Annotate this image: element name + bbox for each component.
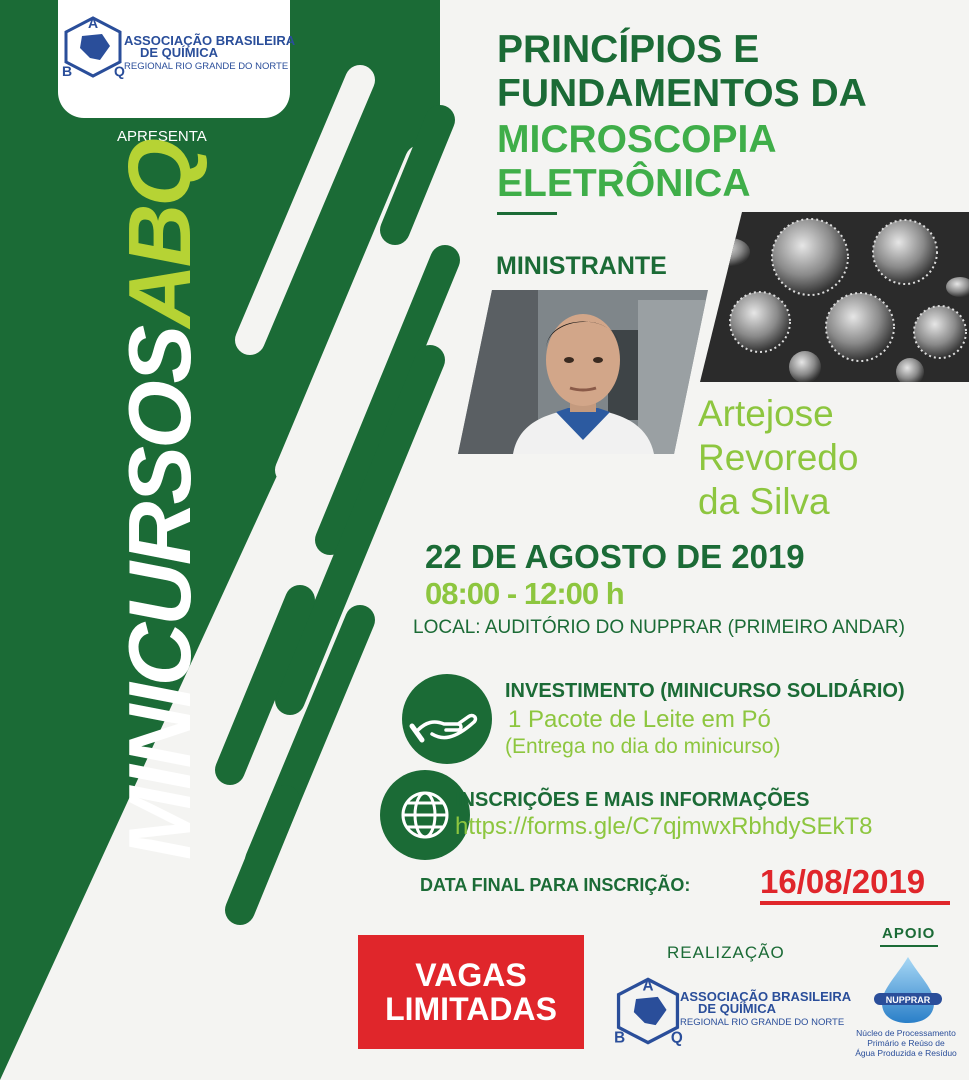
title-line4: ELETRÔNICA (497, 162, 751, 205)
speaker-heading: MINISTRANTE (496, 252, 667, 280)
logo-letter-q: Q (114, 63, 125, 79)
speaker-photo (458, 290, 708, 454)
support-label: APOIO (882, 925, 936, 942)
investment-circle (402, 674, 492, 764)
limited-spots-badge (358, 935, 584, 1049)
deadline-value: 16/08/2019 (760, 863, 926, 900)
title-line2: FUNDAMENTOS DA (497, 72, 867, 115)
footer-org-line2: DE QUÍMICA (698, 1001, 776, 1016)
speaker-name-line1: Artejose (698, 393, 834, 434)
logo-letter-b: B (62, 63, 73, 79)
footer-logo-letter-b: B (614, 1029, 626, 1047)
investment-note: (Entrega no dia do minicurso) (505, 735, 781, 758)
nupprar-desc-line1: Núcleo de Processamento (856, 1028, 956, 1038)
title-underline (497, 212, 557, 215)
footer-logo-letter-q: Q (670, 1029, 683, 1047)
support-underline (880, 945, 938, 947)
vertical-title-accent: ABQ (110, 141, 209, 328)
footer-org-line3: REGIONAL RIO GRANDE DO NORTE (680, 1017, 845, 1028)
nupprar-logo-icon (868, 955, 948, 1025)
nupprar-desc-line2: Primário e Reúso de (867, 1038, 945, 1048)
footer-logo-letter-a: A (642, 977, 654, 995)
organizer-label: REALIZAÇÃO (667, 943, 785, 962)
vertical-title-white: MINICURSOS (110, 327, 209, 860)
org-name-line1: ASSOCIAÇÃO BRASILEIRA (124, 33, 296, 48)
abq-logo-footer-icon (612, 975, 684, 1047)
footer-org-line1: ASSOCIAÇÃO BRASILEIRA (680, 989, 852, 1004)
event-time: 08:00 - 12:00 h (425, 576, 624, 611)
nupprar-logo-text: NUPPRAR (885, 995, 931, 1005)
vertical-title-wrap (100, 141, 300, 870)
speaker-name-line3: da Silva (698, 481, 830, 522)
investment-heading: INVESTIMENTO (MINICURSO SOLIDÁRIO) (505, 680, 905, 702)
title-line3: MICROSCOPIA (497, 118, 777, 161)
org-name-line3: REGIONAL RIO GRANDE DO NORTE (124, 61, 289, 72)
deadline-label: DATA FINAL PARA INSCRIÇÃO: (420, 875, 691, 895)
limited-spots-line1: VAGAS (415, 957, 527, 993)
title-line1: PRINCÍPIOS E (497, 28, 760, 71)
vertical-title (110, 141, 210, 860)
nupprar-desc-line3: Água Produzida e Resíduo (855, 1048, 957, 1058)
logo-letter-a: A (88, 15, 99, 31)
registration-heading: INSCRIÇÕES E MAIS INFORMAÇÕES (455, 789, 810, 811)
event-location: LOCAL: AUDITÓRIO DO NUPPRAR (PRIMEIRO ANDAR) (413, 617, 905, 638)
nupprar-description (850, 1028, 962, 1058)
speaker-name-line2: Revoredo (698, 437, 859, 478)
registration-url[interactable]: https://forms.gle/C7qjmwxRbhdySEkT8 (455, 813, 873, 840)
presents-label: APRESENTA (117, 128, 207, 145)
hand-icon (402, 674, 492, 764)
deadline-underline (760, 901, 950, 905)
investment-value: 1 Pacote de Leite em Pó (508, 706, 771, 733)
microscopy-image (700, 212, 969, 382)
limited-spots-line2: LIMITADAS (385, 991, 557, 1027)
event-date: 22 DE AGOSTO DE 2019 (425, 538, 805, 575)
org-name-line2: DE QUÍMICA (140, 45, 218, 60)
abq-logo-icon (60, 14, 126, 80)
